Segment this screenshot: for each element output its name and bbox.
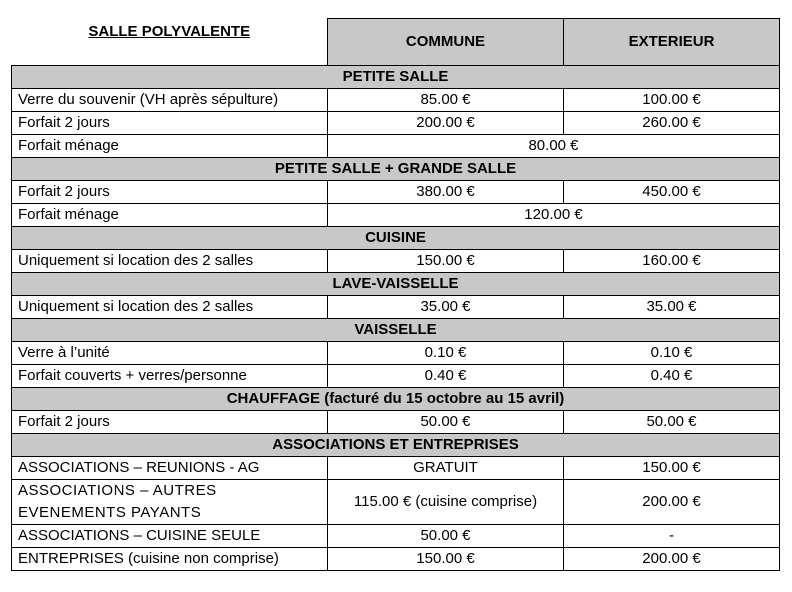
price-merged: 80.00 € <box>328 134 780 157</box>
table-row <box>12 524 780 547</box>
section-associations: ASSOCIATIONS ET ENTREPRISES <box>12 433 780 456</box>
page-title: SALLE POLYVALENTE <box>88 22 251 40</box>
price-commune: 115.00 € (cuisine comprise) <box>328 479 564 524</box>
row-label: Forfait ménage <box>12 203 328 226</box>
row-label: ASSOCIATIONS – REUNIONS - AG <box>12 456 328 479</box>
price-exterieur: 160.00 € <box>564 249 780 272</box>
price-exterieur: 260.00 € <box>564 111 780 134</box>
row-label: Forfait couverts + verres/personne <box>12 364 328 387</box>
price-commune: 50.00 € <box>328 524 564 547</box>
section-lave-vaisselle: LAVE-VAISSELLE <box>12 272 780 295</box>
price-exterieur: 150.00 € <box>564 456 780 479</box>
section-cuisine: CUISINE <box>12 226 780 249</box>
price-exterieur: 0.10 € <box>564 341 780 364</box>
section-header-row <box>12 433 780 456</box>
price-exterieur: - <box>564 524 780 547</box>
price-commune: 200.00 € <box>328 111 564 134</box>
table-row <box>12 88 780 111</box>
row-label: Verre du souvenir (VH après sépulture) <box>12 88 328 111</box>
column-header-exterieur: EXTERIEUR <box>564 19 780 66</box>
row-label: ENTREPRISES (cuisine non comprise) <box>12 547 328 570</box>
section-header-row <box>12 272 780 295</box>
table-row <box>12 249 780 272</box>
price-commune: 0.40 € <box>328 364 564 387</box>
table-row <box>12 180 780 203</box>
row-label: Uniquement si location des 2 salles <box>12 249 328 272</box>
column-header-commune: COMMUNE <box>328 19 564 66</box>
row-label: Forfait ménage <box>12 134 328 157</box>
section-vaisselle: VAISSELLE <box>12 318 780 341</box>
price-commune: 85.00 € <box>328 88 564 111</box>
section-chauffage: CHAUFFAGE (facturé du 15 octobre au 15 avril) <box>12 387 780 410</box>
price-exterieur: 200.00 € <box>564 479 780 524</box>
row-label: Forfait 2 jours <box>12 410 328 433</box>
price-merged: 120.00 € <box>328 203 780 226</box>
row-label: Uniquement si location des 2 salles <box>12 295 328 318</box>
table-row <box>12 134 780 157</box>
table-row <box>12 456 780 479</box>
row-label: Verre à l’unité <box>12 341 328 364</box>
section-header-row <box>12 157 780 180</box>
price-commune: GRATUIT <box>328 456 564 479</box>
price-exterieur: 200.00 € <box>564 547 780 570</box>
section-petite-grande-salle: PETITE SALLE + GRANDE SALLE <box>12 157 780 180</box>
table-row <box>12 295 780 318</box>
price-exterieur: 0.40 € <box>564 364 780 387</box>
tariff-table <box>11 18 780 571</box>
section-petite-salle: PETITE SALLE <box>12 65 780 88</box>
table-row <box>12 364 780 387</box>
header-row <box>12 19 780 66</box>
price-commune: 35.00 € <box>328 295 564 318</box>
price-exterieur: 450.00 € <box>564 180 780 203</box>
row-label: ASSOCIATIONS – AUTRES EVENEMENTS PAYANTS <box>12 479 328 524</box>
table-row <box>12 203 780 226</box>
price-commune: 150.00 € <box>328 547 564 570</box>
table-row <box>12 341 780 364</box>
price-commune: 380.00 € <box>328 180 564 203</box>
row-label: Forfait 2 jours <box>12 180 328 203</box>
section-header-row <box>12 318 780 341</box>
price-commune: 150.00 € <box>328 249 564 272</box>
section-header-row <box>12 387 780 410</box>
price-commune: 50.00 € <box>328 410 564 433</box>
row-label: ASSOCIATIONS – CUISINE SEULE <box>12 524 328 547</box>
table-row <box>12 410 780 433</box>
price-exterieur: 100.00 € <box>564 88 780 111</box>
table-row <box>12 111 780 134</box>
table-row <box>12 479 780 524</box>
table-row <box>12 547 780 570</box>
section-header-row <box>12 226 780 249</box>
price-exterieur: 35.00 € <box>564 295 780 318</box>
row-label: Forfait 2 jours <box>12 111 328 134</box>
price-commune: 0.10 € <box>328 341 564 364</box>
section-header-row <box>12 65 780 88</box>
price-exterieur: 50.00 € <box>564 410 780 433</box>
